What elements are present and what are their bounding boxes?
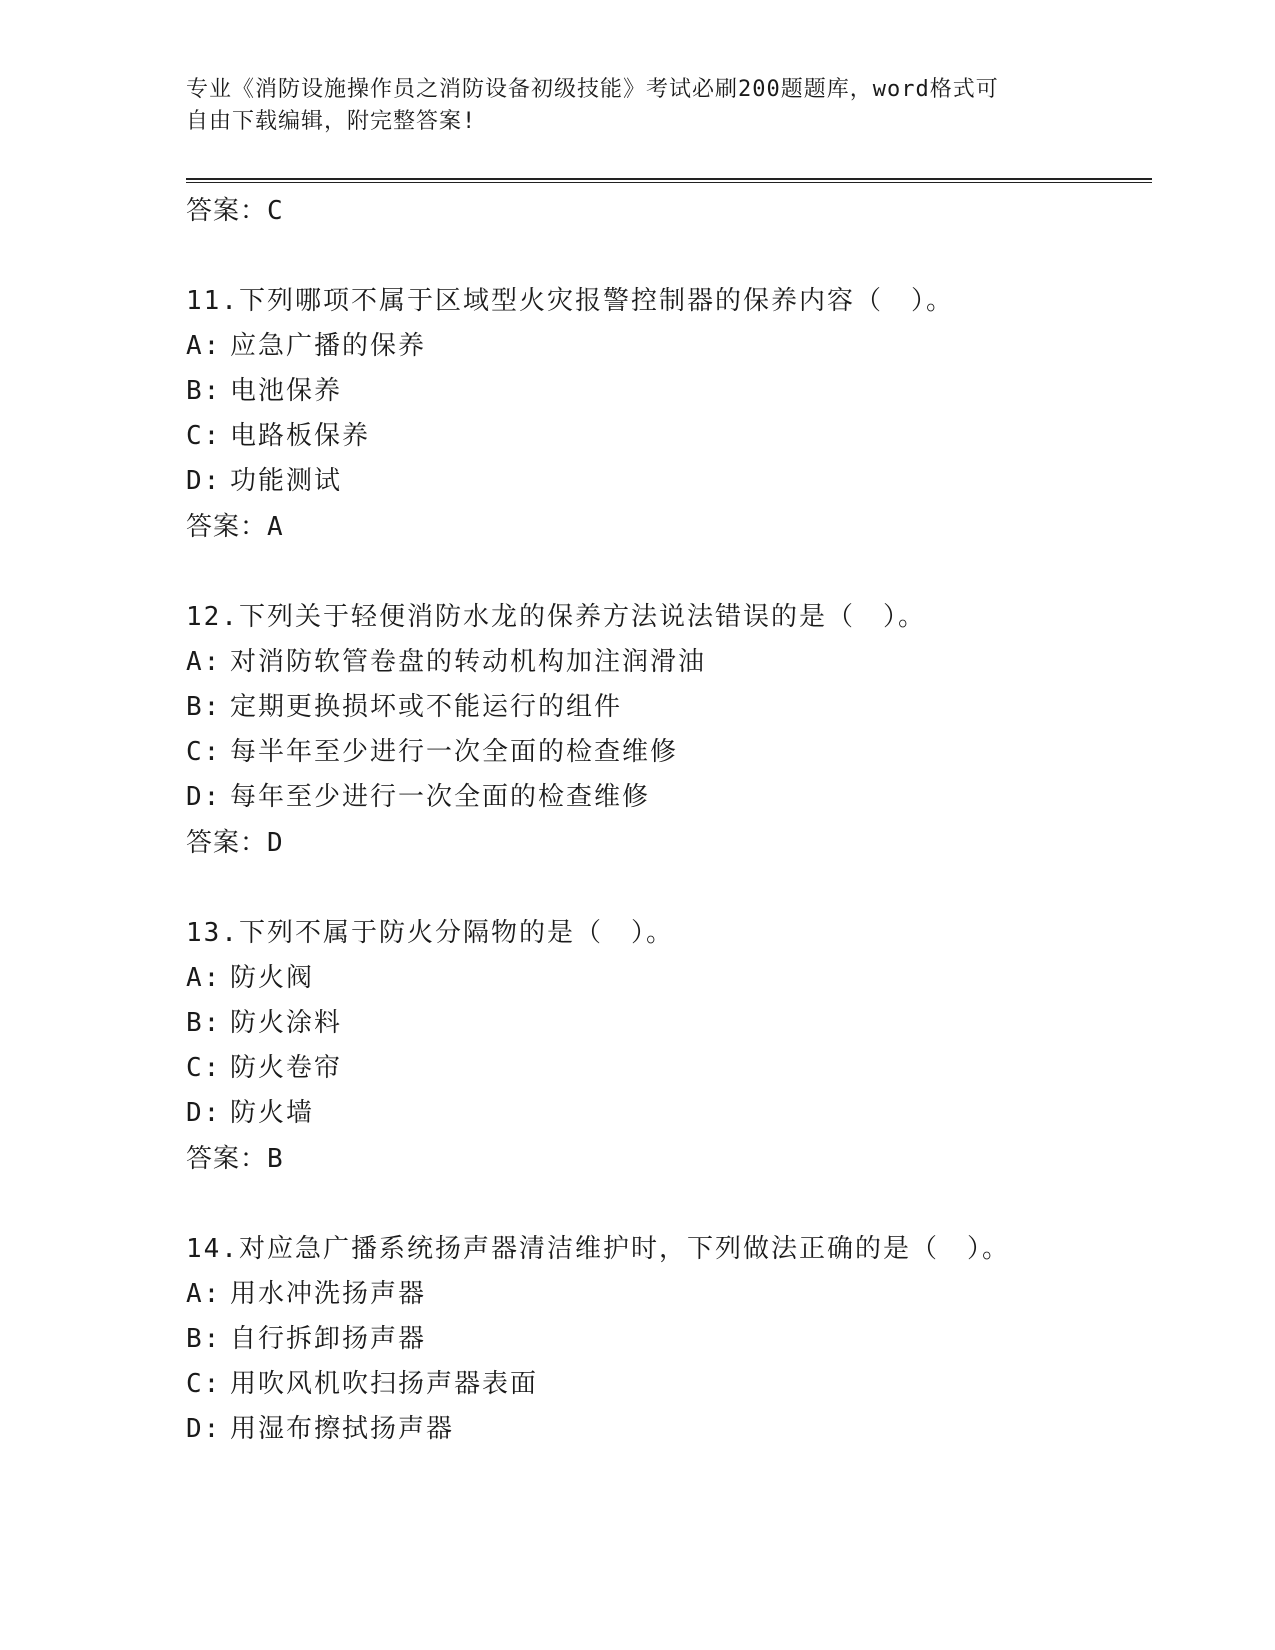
option-a bbox=[186, 956, 1146, 1001]
header-divider-thin bbox=[186, 182, 1152, 183]
option-d bbox=[186, 1091, 1146, 1136]
option-letter: A: bbox=[186, 1279, 222, 1309]
option-letter: D: bbox=[186, 466, 222, 496]
option-text: 每年至少进行一次全面的检查维修 bbox=[230, 782, 651, 812]
question-list bbox=[186, 188, 1146, 1452]
option-letter: B: bbox=[186, 692, 222, 722]
answer-value: A bbox=[267, 512, 284, 542]
option-letter: C: bbox=[186, 1053, 222, 1083]
option-text: 防火卷帘 bbox=[230, 1053, 343, 1083]
option-a bbox=[186, 1272, 1146, 1317]
option-b bbox=[186, 685, 1146, 730]
option-letter: C: bbox=[186, 421, 222, 451]
question-block bbox=[186, 278, 1146, 550]
answer-label: 答案： bbox=[186, 512, 268, 542]
option-text: 防火阀 bbox=[230, 963, 315, 993]
answer-label: 答案： bbox=[186, 828, 268, 858]
answer bbox=[186, 820, 1146, 866]
answer-label: 答案： bbox=[186, 196, 268, 226]
option-letter: B: bbox=[186, 376, 222, 406]
option-a bbox=[186, 324, 1146, 369]
option-text: 防火墙 bbox=[230, 1098, 315, 1128]
answer-value: D bbox=[267, 828, 284, 858]
answer bbox=[186, 504, 1146, 550]
option-c bbox=[186, 730, 1146, 775]
option-text: 防火涂料 bbox=[230, 1008, 343, 1038]
question-stem: 14.对应急广播系统扬声器清洁维护时，下列做法正确的是（ ）。 bbox=[186, 1234, 1010, 1264]
option-text: 每半年至少进行一次全面的检查维修 bbox=[230, 737, 679, 767]
option-c bbox=[186, 1046, 1146, 1091]
option-text: 电路板保养 bbox=[230, 421, 371, 451]
option-text: 用吹风机吹扫扬声器表面 bbox=[230, 1369, 539, 1399]
option-letter: D: bbox=[186, 1098, 222, 1128]
header-title-line-1: 专业《消防设施操作员之消防设备初级技能》考试必刷200题题库，word格式可 bbox=[186, 77, 999, 102]
option-b bbox=[186, 1317, 1146, 1362]
previous-answer bbox=[186, 188, 1146, 234]
option-text: 功能测试 bbox=[230, 466, 343, 496]
question-stem: 11.下列哪项不属于区域型火灾报警控制器的保养内容（ ）。 bbox=[186, 286, 954, 316]
option-text: 用湿布擦拭扬声器 bbox=[230, 1414, 455, 1444]
option-b bbox=[186, 1001, 1146, 1046]
question-stem: 13.下列不属于防火分隔物的是（ ）。 bbox=[186, 918, 674, 948]
option-letter: C: bbox=[186, 737, 222, 767]
answer-value: C bbox=[267, 196, 284, 226]
option-a bbox=[186, 640, 1146, 685]
option-letter: D: bbox=[186, 1414, 222, 1444]
option-c bbox=[186, 1362, 1146, 1407]
question-block bbox=[186, 1226, 1146, 1452]
option-letter: B: bbox=[186, 1008, 222, 1038]
option-text: 应急广播的保养 bbox=[230, 331, 427, 361]
header-divider bbox=[186, 178, 1152, 180]
option-text: 用水冲洗扬声器 bbox=[230, 1279, 427, 1309]
option-text: 电池保养 bbox=[230, 376, 343, 406]
option-letter: B: bbox=[186, 1324, 222, 1354]
option-text: 定期更换损坏或不能运行的组件 bbox=[230, 692, 623, 722]
option-d bbox=[186, 775, 1146, 820]
option-letter: A: bbox=[186, 647, 222, 677]
option-letter: A: bbox=[186, 331, 222, 361]
answer bbox=[186, 1136, 1146, 1182]
answer-label: 答案： bbox=[186, 1144, 268, 1174]
question-stem: 12.下列关于轻便消防水龙的保养方法说法错误的是（ ）。 bbox=[186, 602, 926, 632]
header-title-line-2: 自由下载编辑，附完整答案! bbox=[186, 109, 477, 134]
option-d bbox=[186, 1407, 1146, 1452]
option-text: 对消防软管卷盘的转动机构加注润滑油 bbox=[230, 647, 707, 677]
option-c bbox=[186, 414, 1146, 459]
answer-value: B bbox=[267, 1144, 284, 1174]
option-letter: C: bbox=[186, 1369, 222, 1399]
option-d bbox=[186, 459, 1146, 504]
option-text: 自行拆卸扬声器 bbox=[230, 1324, 427, 1354]
option-b bbox=[186, 369, 1146, 414]
option-letter: A: bbox=[186, 963, 222, 993]
option-letter: D: bbox=[186, 782, 222, 812]
question-block bbox=[186, 594, 1146, 866]
page-header bbox=[186, 74, 1086, 138]
question-block bbox=[186, 910, 1146, 1182]
